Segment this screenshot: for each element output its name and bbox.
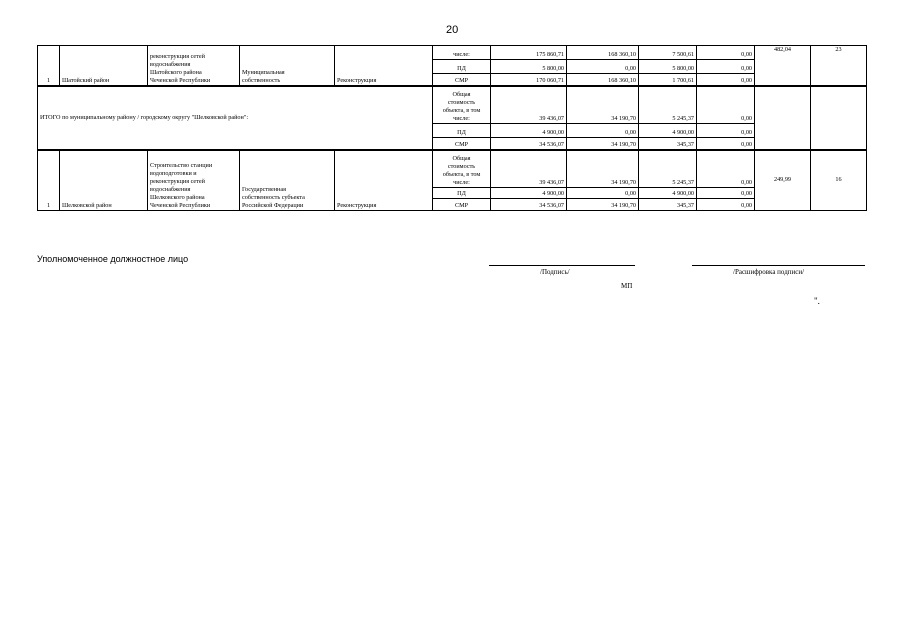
value-cell: 345,37: [639, 199, 697, 211]
value-cell: 0,00: [567, 188, 639, 199]
jobs-cell: 16: [811, 150, 867, 211]
investment-table: [37, 45, 867, 211]
value-cell: 7 500,61: [639, 46, 697, 60]
district-cell: Шелковской район: [60, 150, 148, 211]
value-cell: 168 360,10: [567, 46, 639, 60]
value-cell: 0,00: [697, 188, 755, 199]
value-cell: 39 436,07: [491, 150, 567, 188]
value-cell: 34 536,07: [491, 199, 567, 211]
row-number: 1: [38, 150, 60, 211]
table-row: [38, 150, 867, 188]
cost-label-cell: СМР: [433, 74, 491, 86]
cost-label-cell: СМР: [433, 138, 491, 150]
value-cell: 4 900,00: [639, 124, 697, 138]
row-number: 1: [38, 46, 60, 86]
cost-label-cell: ПД: [433, 60, 491, 74]
jobs-cell: [811, 86, 867, 150]
ownership-cell: Муниципальная собственность: [240, 46, 335, 86]
capacity-cell: [755, 86, 811, 150]
total-label: ИТОГО по муниципальному району / городскому округу "Шелковской район":: [38, 86, 433, 150]
value-cell: 34 536,07: [491, 138, 567, 150]
value-cell: 0,00: [697, 124, 755, 138]
signatory-label: Уполномоченное должностное лицо: [37, 254, 189, 264]
district-cell: Шатойский район: [60, 46, 148, 86]
ownership-cell: Государственная собственность субъекта Российской Федерации: [240, 150, 335, 211]
decode-line: [692, 265, 865, 266]
value-cell: 0,00: [697, 74, 755, 86]
closing-quote: ".: [814, 296, 820, 306]
value-cell: 0,00: [697, 199, 755, 211]
signature-caption: /Подпись/: [540, 268, 570, 276]
value-cell: 5 800,00: [639, 60, 697, 74]
value-cell: 170 060,71: [491, 74, 567, 86]
value-cell: 0,00: [697, 86, 755, 124]
value-cell: 0,00: [697, 60, 755, 74]
value-cell: 5 245,37: [639, 86, 697, 124]
value-cell: 5 245,37: [639, 150, 697, 188]
work-type-cell: Реконструкция: [335, 46, 433, 86]
value-cell: 4 900,00: [491, 188, 567, 199]
capacity-cell: 482,04: [755, 46, 811, 86]
value-cell: 0,00: [567, 124, 639, 138]
value-cell: 39 436,07: [491, 86, 567, 124]
object-name-cell: Строительство станции водоподготовки и реконструкция сетей водоснабжения Шелковского района Чеченской Республики: [148, 150, 240, 211]
value-cell: 0,00: [567, 60, 639, 74]
value-cell: 0,00: [697, 46, 755, 60]
value-cell: 34 190,70: [567, 150, 639, 188]
stamp-label: МП: [621, 282, 633, 290]
value-cell: 0,00: [697, 150, 755, 188]
value-cell: 34 190,70: [567, 86, 639, 124]
value-cell: 5 800,00: [491, 60, 567, 74]
table-row: [38, 46, 867, 60]
value-cell: 34 190,70: [567, 199, 639, 211]
value-cell: 34 190,70: [567, 138, 639, 150]
value-cell: 175 860,71: [491, 46, 567, 60]
value-cell: 0,00: [697, 138, 755, 150]
decode-caption: /Расшифровка подписи/: [733, 268, 805, 276]
page-number: 20: [446, 24, 459, 36]
cost-label-cell: СМР: [433, 199, 491, 211]
value-cell: 4 900,00: [491, 124, 567, 138]
cost-label-cell: Общая стоимость объекта, в том числе:: [433, 86, 491, 124]
signature-line: [489, 265, 635, 266]
capacity-cell: 249,99: [755, 150, 811, 211]
value-cell: 168 360,10: [567, 74, 639, 86]
total-row: [38, 86, 867, 124]
jobs-cell: 23: [811, 46, 867, 86]
value-cell: 1 700,61: [639, 74, 697, 86]
object-name-cell: реконструкция сетей водоснабжения Шатойского района Чеченской Республики: [148, 46, 240, 86]
work-type-cell: Реконструкция: [335, 150, 433, 211]
cost-label-cell: числе:: [433, 46, 491, 60]
cost-label-cell: Общая стоимость объекта, в том числе:: [433, 150, 491, 188]
cost-label-cell: ПД: [433, 124, 491, 138]
value-cell: 4 900,00: [639, 188, 697, 199]
cost-label-cell: ПД: [433, 188, 491, 199]
value-cell: 345,37: [639, 138, 697, 150]
